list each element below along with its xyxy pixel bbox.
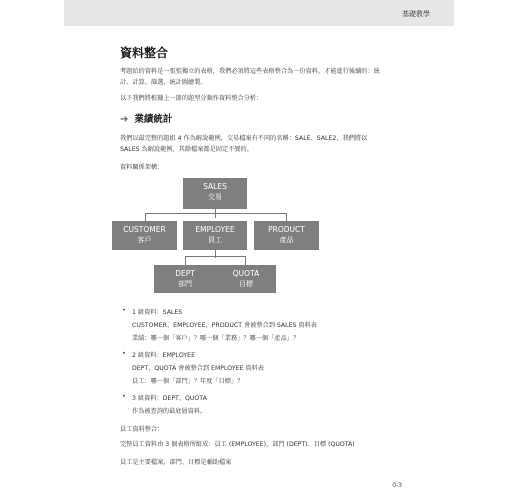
node-label-zh: 客戶 [137, 236, 152, 244]
connector [245, 256, 246, 265]
paragraph: 完整員工資料由 3 個表格所組成：員工 (EMPLOYEE)、部門 (DEPT)、目標 (QUOTA) [120, 441, 355, 448]
paragraph: 我們以最完整的題組 4 作為解說範例，交易檔案有不同的名稱：SALE、SALE2，我們將以 [120, 135, 368, 142]
connector [145, 213, 287, 214]
quota-node [216, 265, 276, 293]
paragraph: 計、計算、篩選、統計圖繪製。 [120, 79, 207, 86]
connector [185, 256, 246, 257]
bullet-detail: 業績：哪一個「客戶」？哪一個「業務」？哪一個「產品」？ [132, 335, 300, 342]
section-heading-text: 業績統計 [134, 114, 173, 125]
sales-node [183, 178, 247, 209]
section-label: 基礎教學 [402, 10, 430, 18]
node-label-zh: 產品 [279, 236, 294, 244]
employee-node [183, 221, 247, 250]
node-label-zh: 目標 [239, 280, 253, 288]
section-heading [120, 111, 172, 125]
paragraph: 員工資料整合： [120, 426, 164, 433]
node-label-zh: 員工 [208, 236, 222, 244]
page-title: 資料整合 [120, 46, 169, 60]
node-label: SALES [203, 182, 227, 191]
node-label: EMPLOYEE [195, 225, 235, 234]
node-label: DEPT [175, 269, 195, 278]
paragraph: SALES 為解說範例，其餘檔案都是固定不變的。 [120, 146, 253, 153]
document-page [64, 0, 454, 500]
bullet-item: • 2 級資料：EMPLOYEE [132, 350, 195, 359]
paragraph: 考題給的資料是一張張獨立的表格，我們必須將這些表格整合為一份資料，才能進行後續的：統 [120, 68, 380, 75]
paragraph: 以下我們將根據上一節的題型分類作資料整合分析： [120, 95, 263, 102]
bullet-item: • 3 級資料：DEPT、QUOTA [132, 393, 207, 402]
node-label-zh: 交易 [208, 193, 222, 201]
connector [185, 256, 186, 265]
node-label: PRODUCT [268, 225, 305, 234]
bullet-detail: DEPT、QUOTA 會被整合到 EMPLOYEE 資料表 [132, 365, 264, 372]
page-number: 0-3 [392, 482, 402, 489]
bullet-item: • 1 級資料：SALES [132, 307, 182, 316]
node-label: QUOTA [232, 269, 260, 278]
dept-node [154, 265, 216, 293]
arrow-right-icon: ➔ [120, 114, 129, 125]
node-label-zh: 部門 [178, 280, 192, 288]
paragraph: 資料關係架構： [120, 164, 164, 171]
bullet-detail: 員工：哪一個「部門」？年度「目標」？ [132, 378, 244, 385]
bullet-detail: CUSTOMER、EMPLOYEE、PRODUCT 會被整合到 SALES 資料表 [132, 322, 317, 329]
node-label: CUSTOMER [123, 225, 166, 234]
bullet-detail: 作為被查詢的最底層資料。 [132, 408, 207, 415]
page-header [64, 0, 454, 26]
paragraph: 員工是主要檔案，部門、目標是輔助檔案 [120, 459, 232, 466]
product-node [254, 221, 319, 250]
customer-node [112, 221, 177, 250]
